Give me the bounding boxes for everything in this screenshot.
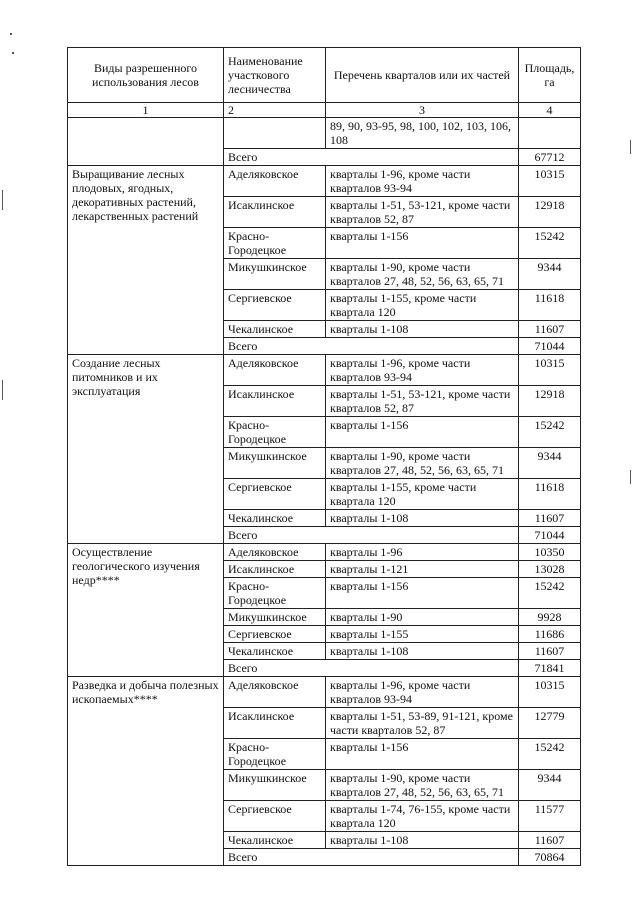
use-type-cell: Разведка и добыча полезных ископаемых****: [68, 677, 224, 866]
continuation-use-cell: [68, 118, 224, 166]
quarters-cell: кварталы 1-51, 53-121, кроме части кварталов 52, 87: [326, 386, 519, 417]
area-cell: 10315: [519, 677, 581, 708]
quarters-cell: кварталы 1-96, кроме части кварталов 93-94: [326, 355, 519, 386]
use-type-cell: Осуществление геологического изучения недр****: [68, 544, 224, 677]
area-cell: 9344: [519, 259, 581, 290]
header-use-type: Виды разрешенного использования лесов: [68, 48, 224, 103]
forestry-cell: Красно-Городецкое: [224, 228, 326, 259]
quarters-cell: кварталы 1-156: [326, 578, 519, 609]
quarters-cell: кварталы 1-121: [326, 561, 519, 578]
forestry-cell: Чекалинское: [224, 321, 326, 338]
area-cell: 15242: [519, 739, 581, 770]
area-cell: 9344: [519, 448, 581, 479]
header-number-row: [68, 103, 581, 118]
quarters-cell: кварталы 1-108: [326, 321, 519, 338]
area-cell: 10315: [519, 355, 581, 386]
forestry-cell: Сергиевское: [224, 801, 326, 832]
quarters-cell: кварталы 1-51, 53-121, кроме части кварталов 52, 87: [326, 197, 519, 228]
area-cell: 11577: [519, 801, 581, 832]
forestry-cell: Микушкинское: [224, 448, 326, 479]
area-cell: 9344: [519, 770, 581, 801]
continuation-quarters: 89, 90, 93-95, 98, 100, 102, 103, 106, 108: [326, 118, 519, 149]
area-cell: 15242: [519, 417, 581, 448]
forestry-cell: Чекалинское: [224, 832, 326, 849]
forest-use-table: [67, 47, 581, 866]
scan-edge-mark: [630, 140, 631, 154]
forestry-cell: Исаклинское: [224, 561, 326, 578]
header-number-1: 1: [68, 103, 224, 118]
total-area: 71841: [519, 660, 581, 677]
area-cell: 15242: [519, 578, 581, 609]
header-row: [68, 48, 581, 103]
scan-edge-mark: [2, 380, 3, 400]
forestry-cell: Сергиевское: [224, 290, 326, 321]
quarters-cell: кварталы 1-96, кроме части кварталов 93-94: [326, 166, 519, 197]
area-cell: 11618: [519, 479, 581, 510]
area-cell: 11607: [519, 321, 581, 338]
area-cell: 10315: [519, 166, 581, 197]
quarters-cell: кварталы 1-156: [326, 228, 519, 259]
quarters-cell: кварталы 1-156: [326, 417, 519, 448]
quarters-cell: кварталы 1-96: [326, 544, 519, 561]
area-cell: 11607: [519, 643, 581, 660]
quarters-cell: кварталы 1-90, кроме части кварталов 27, 48, 52, 56, 63, 65, 71: [326, 448, 519, 479]
total-label: Всего: [224, 527, 519, 544]
table-body: [68, 118, 581, 866]
quarters-cell: кварталы 1-51, 53-89, 91-121, кроме части кварталов 52, 87: [326, 708, 519, 739]
total-label: Всего: [224, 660, 519, 677]
forestry-cell: Красно-Городецкое: [224, 739, 326, 770]
forestry-cell: Микушкинское: [224, 259, 326, 290]
quarters-cell: кварталы 1-74, 76-155, кроме части квартала 120: [326, 801, 519, 832]
header-quarters: Перечень кварталов или их частей: [326, 48, 519, 103]
quarters-cell: кварталы 1-155: [326, 626, 519, 643]
scan-speck: [12, 52, 14, 54]
area-cell: 15242: [519, 228, 581, 259]
quarters-cell: кварталы 1-156: [326, 739, 519, 770]
scan-edge-mark: [630, 470, 631, 484]
use-type-cell: Создание лесных питомников и их эксплуатация: [68, 355, 224, 544]
quarters-cell: кварталы 1-155, кроме части квартала 120: [326, 479, 519, 510]
scan-edge-mark: [2, 190, 3, 210]
area-cell: 13028: [519, 561, 581, 578]
quarters-cell: кварталы 1-155, кроме части квартала 120: [326, 290, 519, 321]
table-row: [68, 355, 581, 386]
area-cell: 12918: [519, 386, 581, 417]
scan-speck: [10, 33, 12, 35]
forestry-cell: Красно-Городецкое: [224, 578, 326, 609]
forestry-cell: Микушкинское: [224, 770, 326, 801]
quarters-cell: кварталы 1-108: [326, 832, 519, 849]
forestry-cell: Аделяковское: [224, 677, 326, 708]
total-area: 71044: [519, 338, 581, 355]
quarters-cell: кварталы 1-90, кроме части кварталов 27, 48, 52, 56, 63, 65, 71: [326, 259, 519, 290]
forestry-cell: Аделяковское: [224, 355, 326, 386]
header-number-2: 2: [224, 103, 326, 118]
table-row: [68, 677, 581, 708]
table-row: [68, 544, 581, 561]
forestry-cell: Аделяковское: [224, 544, 326, 561]
table-header: [68, 48, 581, 118]
continuation-total-label: Всего: [224, 149, 519, 166]
forestry-cell: Чекалинское: [224, 510, 326, 527]
header-area: Площадь, га: [519, 48, 581, 103]
forestry-cell: Чекалинское: [224, 643, 326, 660]
total-label: Всего: [224, 849, 519, 866]
table-row: [68, 166, 581, 197]
area-cell: 11618: [519, 290, 581, 321]
forestry-cell: Сергиевское: [224, 479, 326, 510]
total-label: Всего: [224, 338, 519, 355]
continuation-total-area: 67712: [519, 149, 581, 166]
forestry-cell: Красно-Городецкое: [224, 417, 326, 448]
continuation-forestry-cell: [224, 118, 326, 149]
header-number-4: 4: [519, 103, 581, 118]
quarters-cell: кварталы 1-108: [326, 643, 519, 660]
forestry-cell: Сергиевское: [224, 626, 326, 643]
area-cell: 9928: [519, 609, 581, 626]
area-cell: 12918: [519, 197, 581, 228]
forestry-cell: Исаклинское: [224, 386, 326, 417]
quarters-cell: кварталы 1-108: [326, 510, 519, 527]
header-forestry: Наименование участкового лесничества: [224, 48, 326, 103]
forestry-cell: Микушкинское: [224, 609, 326, 626]
continuation-row: [68, 118, 581, 149]
continuation-area-cell: [519, 118, 581, 149]
forestry-cell: Исаклинское: [224, 197, 326, 228]
forestry-cell: Исаклинское: [224, 708, 326, 739]
use-type-cell: Выращивание лесных плодовых, ягодных, декоративных растений, лекарственных растений: [68, 166, 224, 355]
quarters-cell: кварталы 1-90, кроме части кварталов 27, 48, 52, 56, 63, 65, 71: [326, 770, 519, 801]
area-cell: 12779: [519, 708, 581, 739]
forestry-cell: Аделяковское: [224, 166, 326, 197]
area-cell: 11607: [519, 832, 581, 849]
area-cell: 10350: [519, 544, 581, 561]
quarters-cell: кварталы 1-90: [326, 609, 519, 626]
area-cell: 11607: [519, 510, 581, 527]
total-area: 71044: [519, 527, 581, 544]
header-number-3: 3: [326, 103, 519, 118]
quarters-cell: кварталы 1-96, кроме части кварталов 93-94: [326, 677, 519, 708]
total-area: 70864: [519, 849, 581, 866]
area-cell: 11686: [519, 626, 581, 643]
